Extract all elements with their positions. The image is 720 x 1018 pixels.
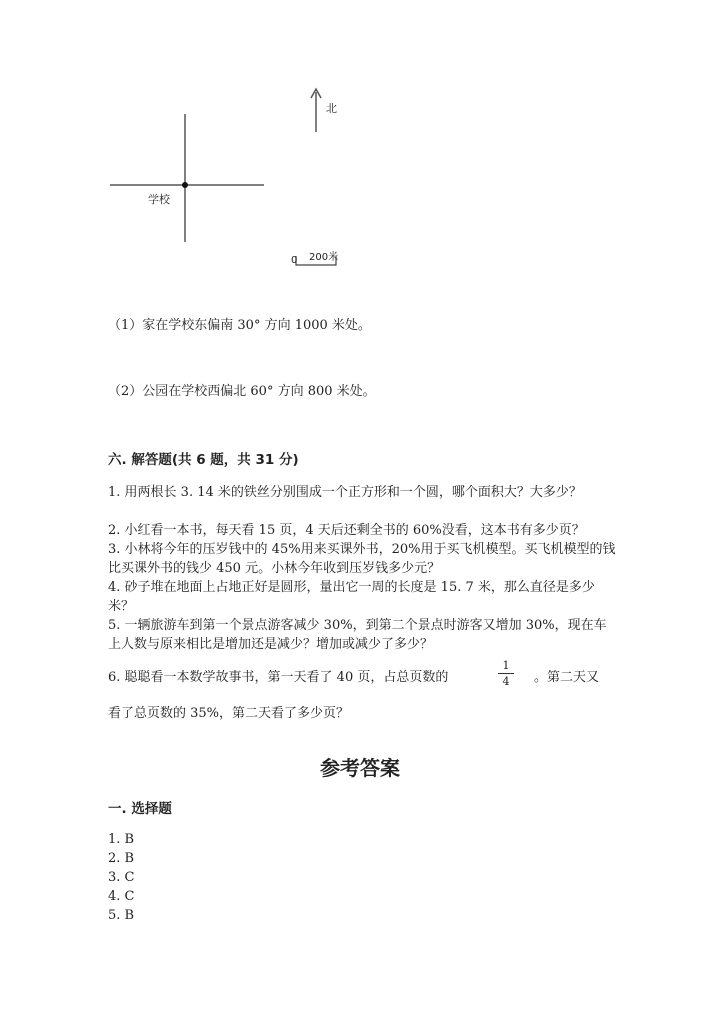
question-6-part1: 6. 聪聪看一本数学故事书，第一天看了 40 页，占总页数的 bbox=[108, 670, 449, 685]
answer-item: 1. B bbox=[108, 832, 135, 847]
fraction-one-quarter bbox=[498, 659, 514, 688]
scale-zero: 0 bbox=[291, 255, 298, 266]
answer-item: 4. C bbox=[108, 889, 135, 904]
answer-item: 5. B bbox=[108, 908, 135, 923]
question-4: 4. 砂子堆在地面上占地正好是圆形，量出它一周的长度是 15. 7 米，那么直径是多少米？ bbox=[108, 580, 595, 614]
section6-title: 六. 解答题(共 6 题，共 31 分) bbox=[108, 452, 299, 468]
question-5: 5. 一辆旅游车到第一个景点游客减少 30%，到第二个景点时游客又增加 30%，现在车上人数与原来相比是增加还是减少？增加或减少了多少？ bbox=[108, 618, 607, 652]
scale-label: 200米 bbox=[309, 252, 339, 263]
answer-section1-title: 一. 选择题 bbox=[108, 801, 172, 817]
answer-key-title: 参考答案 bbox=[320, 756, 400, 780]
school-label: 学校 bbox=[148, 193, 170, 206]
answer-item: 3. C bbox=[108, 870, 135, 885]
fraction-numerator: 1 bbox=[502, 659, 510, 672]
fraction-denominator: 4 bbox=[502, 675, 510, 688]
item-park: （2）公园在学校西偏北 60° 方向 800 米处。 bbox=[108, 384, 376, 399]
item-home: （1）家在学校东偏南 30° 方向 1000 米处。 bbox=[108, 318, 371, 333]
fraction-bar bbox=[498, 673, 514, 674]
question-2: 2. 小红看一本书，每天看 15 页，4 天后还剩全书的 60%没看，这本书有多少页？ bbox=[108, 523, 585, 538]
question-3: 3. 小林将今年的压岁钱中的 45%用来买课外书，20%用于买飞机模型。买飞机模型的钱比买课外书的钱少 450 元。小林今年收到压岁钱多少元？ bbox=[108, 542, 616, 576]
direction-diagram bbox=[100, 80, 360, 280]
question-6-line2: 看了总页数的 35%，第二天看了多少页？ bbox=[108, 706, 350, 721]
north-label: 北 bbox=[326, 102, 337, 115]
question-6-part2: 。第二天又 bbox=[534, 670, 600, 685]
question-1: 1. 用两根长 3. 14 米的铁丝分别围成一个正方形和一个圆，哪个面积大？大多少？ bbox=[108, 485, 582, 500]
answer-item: 2. B bbox=[108, 851, 135, 866]
school-point bbox=[182, 182, 188, 188]
